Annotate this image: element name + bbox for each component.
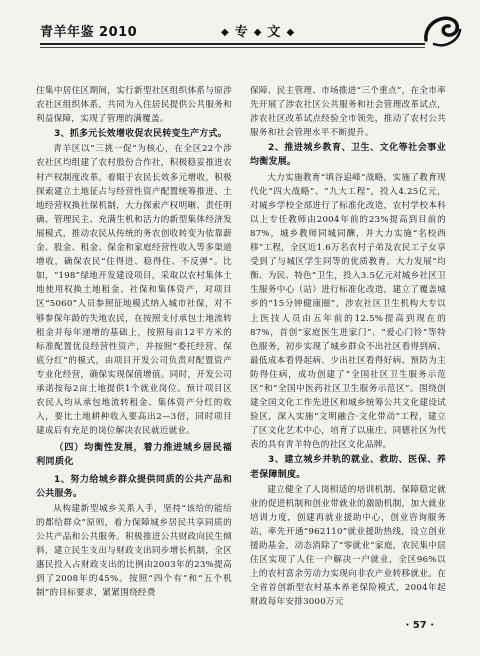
diamond-icon: ◆ bbox=[286, 27, 295, 38]
subheading: 3、抓多元长效增收促农民转变生产方式。 bbox=[54, 129, 228, 140]
page-header bbox=[0, 0, 480, 60]
swirl-logo-icon bbox=[420, 10, 464, 50]
diamond-icon: ◆ bbox=[253, 27, 262, 38]
right-column bbox=[250, 84, 446, 609]
page-number: · 57 · bbox=[405, 620, 434, 631]
book-title: 青羊年鉴 2010 bbox=[40, 25, 138, 40]
left-column bbox=[36, 84, 232, 600]
section-char-1: 专 bbox=[234, 25, 248, 40]
header-rule-thin bbox=[40, 47, 425, 48]
paragraph: 大力实施教育“填谷追峰”战略，实施了教育现代化“四大战略”、“九大工程”，投入4.25亿元，对城乡学校全部进行了标准化改造，农村学校本科以上专任教师由2004年前的23%提高到目前的87%，城乡教师同城同酬，并大力实施“名校西移”工程，全区近1.6万名农村子弟及农民工子女享受到了与城区学生同等的优质教育。大力发展“均衡、为民、特色”卫生，投入3.5亿元对城乡社区卫生服务中心（站）进行标准化改造，建立了覆盖城乡的“15分钟健康圈”，涉农社区卫生机构大专以上医技人员由五年前的12.5%提高到现在的87%，首创“家庭医生进家门”、“爱心门铃”等特色服务，初步实现了城乡群众不出社区看得到病、最低成本看得起病、少出社区看得好病、预防为主防得住病，成功创建了“全国社区卫生服务示范区”和“全国中医药社区卫生服务示范区”。围绕创建全国文化工作先进区和城乡统筹公共文化建设试验区，深入实施“文明融合·文化带动”工程，建立了区文化艺术中心，培育了以康庄、同德社区为代表的具有青羊特色的社区文化品牌。 bbox=[250, 172, 446, 451]
diamond-icon: ◆ bbox=[221, 27, 229, 38]
paragraph: 建立健全了人岗相适的培训机制、保障稳定就业的促进机制和创业带就业的激励机制，加大就业培训力度，创建再就业援助中心，创业咨询服务站，率先开通“962110”就业援助热线，设立创业援助基金，动态消除了“零就业”家庭，农民集中居住区实现了人住一户解决一户就业，全区96%以上的农村富余劳动力实现向非农产业转移就业。在全省首创新型农村基本养老保险模式，2004年起财政每年安排3000万元 bbox=[250, 484, 446, 608]
subheading: 1、努力给城乡群众提供同质的公共产品和公共服务。 bbox=[36, 474, 232, 499]
subheading: 3、建立城乡并轨的就业、救助、医保、养老保障制度。 bbox=[250, 455, 446, 480]
paragraph: 保障、民主管理、市场推进“三个重点”，在全市率先开展了涉农社区公共服务和社会管理改革试点，涉农社区改革试点经验全市领先，推动了农村公共服务和社会管理水平不断提升。 bbox=[250, 86, 446, 139]
paragraph: 从构建新型城乡关系入手，坚持“该给的能给的都给群众”原则，着力保障城乡居民共享同质的公共产品和公共服务。积极推进公共财政向民生倾斜，建立民生支出与财政支出同步增长机制，全区惠民投入占财政支出的比例由2003年的23%提高到了2008年的45%。按照“四个有”和“五个机制”的目标要求，紧紧围绕经费 bbox=[36, 503, 232, 599]
section-char-2: 文 bbox=[267, 25, 281, 40]
header-rule bbox=[40, 43, 425, 45]
paragraph: 青羊区以“三挑一促”为核心，在全区22个涉农社区均组建了农村股份合作社，积极稳妥推进农村产权制度改革。着眼于农民长效多元增收，积极探索建立土地征占与经营性资产配置统筹推进、土地经营权换社保机制，大力探索产权明晰、责任明确、管理民主、充满生机和活力的新型集体经济发展模式，推动农民从传统的务农创收转变为依靠薪金、股金、租金、保金和家庭经营性收入等多渠道增收，确保农民“住得进、稳得住、不反弹”。比如，“198”绿地开发建设项目，采取以农村集体土地使用权换土地租金、社保和集体资产，对项目区“5060”人员参照征地模式纳入城市社保，对不够参保年龄的失地农民，在按照支付承包土地流转租金并每年递增的基础上，按照每亩12平方米的标准配置优良经营性资产，并按照“委托经营、保底分红”的模式，由项目开发公司负责对配置资产专业化经营，确保实现保值增值。同时，开发公司承诺按每2亩土地提供1个就业岗位。预计项目区农民人均从承包地流转租金、集体资产分红的收入，要比土地耕种收入要高出2—3倍，同时项目建成后有充足的岗位解决农民就近就业。 bbox=[36, 144, 232, 437]
section-label bbox=[215, 21, 300, 40]
paragraph: 住集中居住区期间，实行新型社区组织体系与原涉农社区组织体系，共同为入住居民提供公共服务和利益保障，实现了管理的满覆盖。 bbox=[36, 86, 232, 125]
subheading: 2、推进城乡教育、卫生、文化等社会事业均衡发展。 bbox=[250, 143, 446, 168]
section-heading: （四）均衡性发展，着力推进城乡居民福利同质化 bbox=[36, 442, 232, 468]
